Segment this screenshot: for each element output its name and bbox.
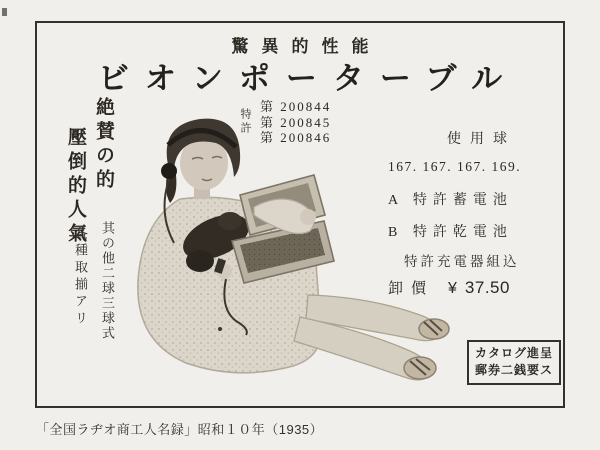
stock-text-2: 各種取揃アリ (73, 226, 88, 328)
tubes-label: 使用球 (447, 132, 516, 147)
patent-number: 第 200846 (260, 130, 332, 146)
scan-artifact-mark (2, 8, 7, 16)
catalog-offer-line2: 郵券二銭要ス (475, 363, 554, 378)
photo-headphone-earpiece (161, 163, 177, 179)
stock-text-1: 其の他二球三球式 (100, 221, 115, 341)
patent-number: 第 200845 (260, 114, 332, 130)
ad-product-title: ビオンポーターブル (97, 61, 519, 96)
tubes-values: 167. 167. 167. 169. (388, 159, 522, 174)
battery-a-line: A 特許蓄電池 (388, 193, 513, 208)
photo-dust-spot (218, 327, 222, 331)
yen-symbol: ¥ (448, 280, 457, 297)
photo-hand-right (300, 209, 316, 225)
catalog-offer-line1: カタログ進呈 (475, 346, 554, 360)
price-label: 卸價 (388, 281, 435, 297)
catalog-offer-box (467, 340, 561, 385)
photo-sandal-lower (404, 357, 436, 379)
patent-label: 特許 (239, 108, 251, 137)
photo-woman-with-portable-radio (108, 103, 460, 403)
ad-tagline: 驚異的性能 (231, 37, 382, 56)
battery-b-line: B 特許乾電池 (388, 225, 513, 240)
source-caption: 「全国ラヂオ商工人名録」昭和１０年（1935） (36, 422, 324, 437)
charger-line: 特許充電器組込 (404, 254, 520, 269)
acclaim-text-1: 絶賛の的 (93, 97, 114, 193)
price-value: 37.50 (464, 278, 510, 297)
acclaim-text-2: 壓倒的人氣 (65, 127, 86, 247)
photo-sandal-upper (419, 319, 449, 339)
patent-number: 第 200844 (260, 99, 332, 114)
